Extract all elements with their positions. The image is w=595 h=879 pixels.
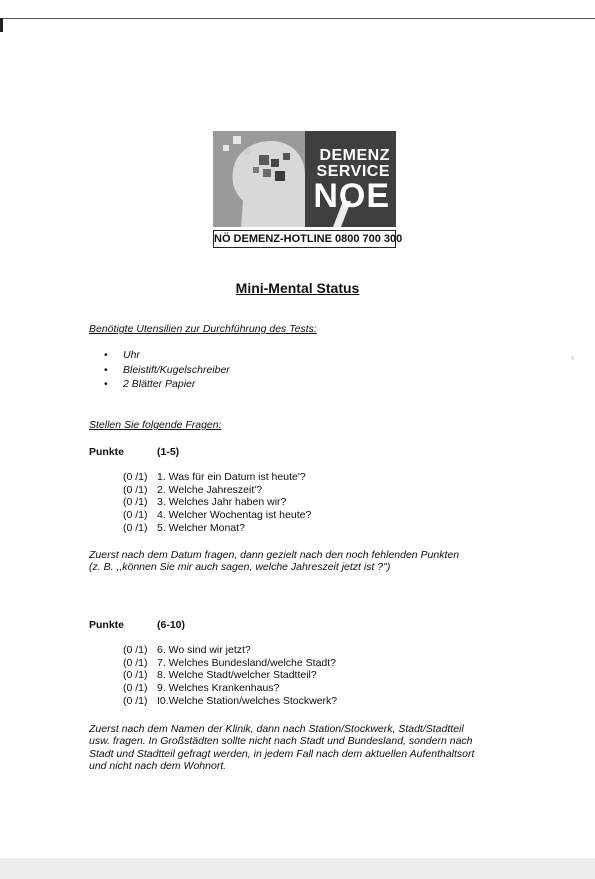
question-points: (0 /1) (123, 521, 148, 534)
note-line: usw. fragen. In Großstädten sollte nicht nach Stadt und Bundesland, sondern nach (89, 735, 473, 748)
question-points: (0 /1) (123, 509, 148, 522)
question-points: (0 /1) (123, 496, 148, 509)
note-line: und nicht nach dem Wohnort. (89, 760, 227, 773)
question-points: (0 /1) (123, 471, 148, 483)
question-row (123, 657, 337, 670)
logo-line-2: SERVICE (316, 163, 390, 180)
section2-range: (6-10) (157, 619, 186, 631)
list-item: • Bleistift/Kugelschreiber (104, 363, 230, 376)
scan-bottom-band (0, 858, 595, 879)
list-item-text: Uhr (123, 349, 140, 361)
question-text: 8. Welche Stadt/welcher Stadtteil? (157, 669, 317, 682)
question-row (123, 496, 311, 509)
section2-questions (123, 644, 337, 707)
scan-top-border (0, 18, 595, 19)
question-row (123, 682, 337, 695)
question-points: (0 /1) (123, 644, 148, 656)
question-text: I0.Welche Station/welches Stockwerk? (157, 694, 338, 707)
question-row (123, 695, 337, 708)
logo-box (213, 131, 396, 227)
note-line: (z. B. ,,können Sie mir auch sagen, welche Jahreszeit jetzt ist ?") (89, 561, 391, 574)
question-points: (0 /1) (123, 669, 148, 682)
question-text: 7. Welches Bundesland/welche Stadt? (157, 656, 337, 669)
question-points: (0 /1) (123, 483, 148, 496)
list-item-text: Bleistift/Kugelschreiber (123, 363, 230, 376)
page-title: Mini-Mental Status (235, 280, 360, 296)
question-text: 9. Welches Krankenhaus? (157, 682, 280, 695)
question-row (123, 484, 311, 497)
section1-questions (123, 471, 311, 534)
question-points: (0 /1) (123, 682, 148, 695)
note-line: Zuerst nach dem Datum fragen, dann gezielt nach den noch fehlenden Punkten (89, 549, 460, 561)
note-line: Stadt und Stadtteil gefragt werden, in jedem Fall nach dem aktuellen Aufenthaltsort (89, 747, 475, 760)
scan-speck: › (571, 352, 574, 362)
section1-note (89, 549, 529, 574)
list-item-text: 2 Blätter Papier (123, 378, 196, 390)
demenz-service-logo (213, 131, 403, 250)
section1-range: (1-5) (157, 446, 180, 458)
utensils-heading: Benötigte Utensilien zur Durchführung des Tests: (89, 323, 317, 335)
question-row (123, 669, 337, 682)
question-text: 5. Welcher Monat? (157, 521, 245, 534)
logo-line-1: DEMENZ (319, 147, 390, 164)
question-points: (0 /1) (123, 656, 148, 669)
section2-note (89, 723, 529, 773)
section1-label: Punkte (89, 446, 125, 458)
question-row (123, 522, 311, 535)
question-row (123, 644, 337, 657)
questions-heading: Stellen Sie folgende Fragen: (89, 419, 222, 431)
list-item: • 2 Blätter Papier (104, 378, 196, 390)
question-points: (0 /1) (123, 694, 148, 707)
question-text: 4. Welcher Wochentag ist heute? (157, 509, 312, 522)
question-row (123, 509, 311, 522)
hotline-label: NÖ DEMENZ-HOTLINE 0800 700 300 (213, 230, 396, 248)
question-row (123, 471, 311, 484)
note-line: Zuerst nach dem Namen der Klinik, dann nach Station/Stockwerk, Stadt/Stadtteil (89, 723, 464, 735)
section2-label: Punkte (89, 619, 125, 631)
question-text: 3. Welches Jahr haben wir? (157, 496, 287, 509)
question-text: 1. Was für ein Datum ist heute'? (157, 471, 306, 483)
logo-line-3: NOE (313, 177, 390, 215)
question-text: 2. Welche Jahreszeit'? (157, 483, 263, 496)
utensils-list (104, 348, 230, 392)
scan-corner-mark (0, 18, 3, 32)
question-text: 6. Wo sind wir jetzt? (157, 644, 251, 656)
list-item: • Uhr (104, 349, 140, 361)
